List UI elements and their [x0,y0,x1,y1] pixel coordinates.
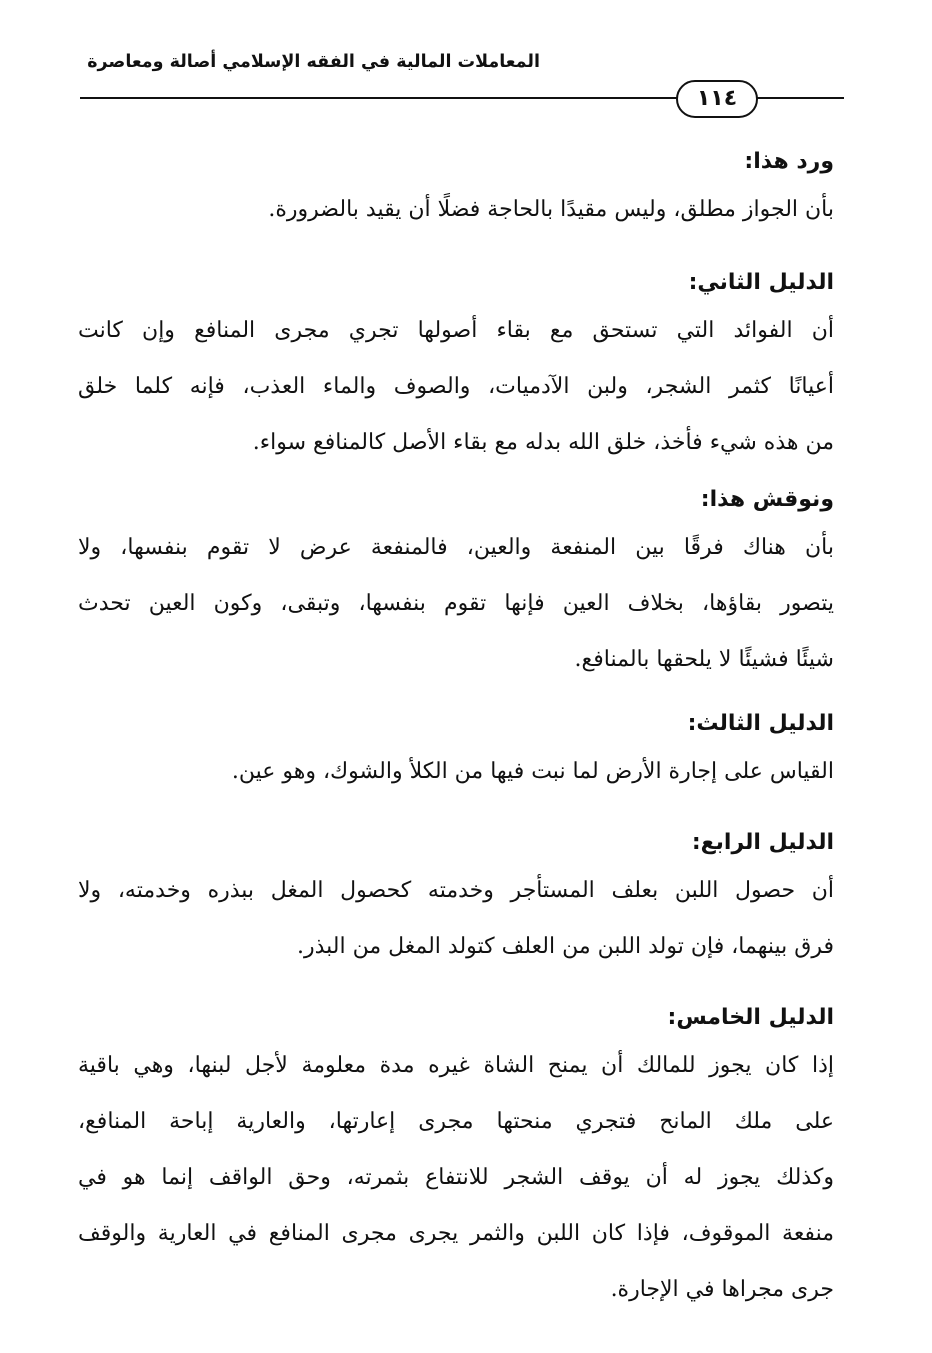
section-second-evidence [78,263,834,471]
text-line: وكذلك يجوز له أن يوقف الشجر للانتفاع بثمرته، وحق الواقف إنما هو في [78,1165,834,1190]
section-fifth-evidence [78,998,834,1318]
section-third-evidence [78,704,834,800]
section-heading: الدليل الرابع: [691,830,834,855]
section-heading: الدليل الثاني: [688,270,834,295]
section-heading: ونوقش هذا: [700,487,834,512]
running-title: المعاملات المالية في الفقه الإسلامي أصالة ومعاصرة [87,52,540,72]
section-fourth-evidence [78,823,834,975]
text-line: شيئًا فشيئًا لا يلحقها بالمنافع. [574,647,834,672]
text-line: بأن هناك فرقًا بين المنفعة والعين، فالمنفعة عرض لا تقوم بنفسها، ولا [78,535,834,560]
text-line: من هذه شيء فأخذ، خلق الله بدله مع بقاء الأصل كالمنافع سواء. [252,430,834,455]
section-heading: الدليل الخامس: [667,1005,834,1030]
text-line: أعيانًا كثمر الشجر، ولبن الآدميات، والصوف والماء العذب، فإنه كلما خلق [78,374,834,399]
text-line: جرى مجراها في الإجارة. [610,1277,834,1302]
section-heading: ورد هذا: [744,149,834,174]
section-reply [78,142,834,238]
text-line: إذا كان يجوز للمالك أن يمنح الشاة غيره مدة معلومة لأجل لبنها، وهي باقية [78,1053,834,1078]
text-line: على ملك المانح فتجري منحتها مجرى إعارتها، والعارية إباحة المنافع، [78,1109,834,1134]
text-line: منفعة الموقوف، فإذا كان اللبن والثمر يجرى مجرى المنافع في العارية والوقف [78,1221,834,1246]
section-heading: الدليل الثالث: [687,711,834,736]
text-line: أن الفوائد التي تستحق مع بقاء أصولها تجري مجرى المنافع وإن كانت [78,318,834,343]
text-line: القياس على إجارة الأرض لما نبت فيها من الكلأ والشوك، وهو عين. [231,759,834,784]
page-number-badge: ١١٤ [676,80,758,118]
text-line: فرق بينهما، فإن تولد اللبن من العلف كتولد المغل من البذر. [296,934,834,959]
text-line: أن حصول اللبن بعلف المستأجر وخدمته كحصول المغل ببذره وخدمته، ولا [78,878,834,903]
text-line: بأن الجواز مطلق، وليس مقيدًا بالحاجة فضلًا أن يقيد بالضرورة. [268,197,834,222]
section-discussion [78,480,834,688]
text-line: يتصور بقاؤها، بخلاف العين فإنها تقوم بنفسها، وتبقى، وكون العين تحدث [78,591,834,616]
